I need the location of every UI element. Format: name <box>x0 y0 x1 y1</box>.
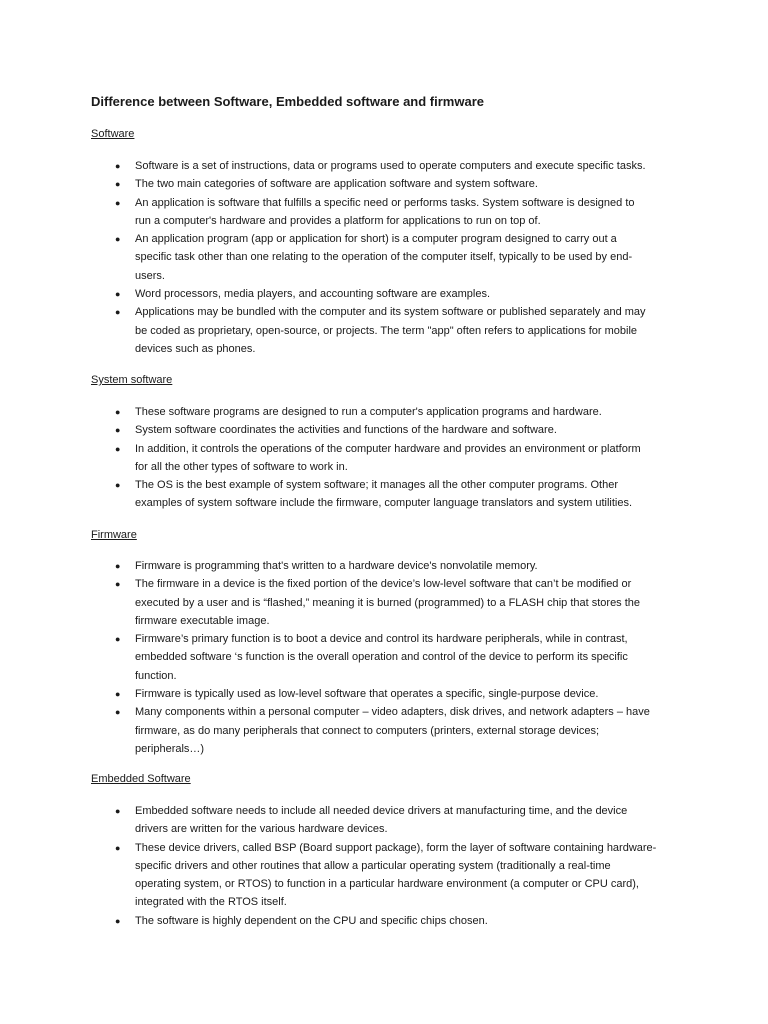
list-item-text-line: Embedded software needs to include all needed device drivers at manufacturing time, and the device <box>135 805 628 817</box>
list-item <box>0 802 656 839</box>
list-item <box>0 476 641 513</box>
list-item <box>0 685 650 703</box>
bullet-icon: ● <box>115 307 121 318</box>
bullet-list-firmware <box>0 557 650 758</box>
list-item-text-line: drivers are written for the various hardware devices. <box>135 823 388 836</box>
list-item-text-line: In addition, it controls the operations of the computer hardware and provides an environment or platform <box>135 442 641 455</box>
list-item <box>0 557 650 575</box>
list-item <box>0 703 650 758</box>
list-item-text-line: integrated with the RTOS itself. <box>135 896 287 909</box>
bullet-icon: ● <box>115 634 121 645</box>
list-item <box>0 403 641 421</box>
list-item <box>0 421 641 439</box>
list-item-text-line: Word processors, media players, and accounting software are examples. <box>135 288 491 301</box>
list-item-text-line: specific drivers and other routines that allow a particular operating system (traditionally a real-time <box>135 859 611 872</box>
list-item <box>0 303 646 358</box>
list-item <box>0 630 650 685</box>
bullet-icon: ● <box>115 425 121 436</box>
list-item-text-line: examples of system software include the firmware, computer language translators and system utilities. <box>135 497 633 510</box>
list-item-text-line: function. <box>135 669 177 682</box>
bullet-icon: ● <box>115 443 121 454</box>
list-item-text-line: System software coordinates the activities and functions of the hardware and software. <box>135 424 557 437</box>
bullet-icon: ● <box>115 915 121 926</box>
bullet-list-embedded-software <box>0 802 656 930</box>
list-item-text-line: devices such as phones. <box>135 342 256 355</box>
bullet-icon: ● <box>115 480 121 491</box>
bullet-icon: ● <box>115 806 121 816</box>
list-item-text-line: Software is a set of instructions, data or programs used to operate computers and execute specific tasks. <box>135 160 646 172</box>
list-item <box>0 912 656 930</box>
list-item-text-line: operating system, or RTOS) to function in a particular hardware environment (a computer or CPU card), <box>135 878 639 891</box>
bullet-icon: ● <box>115 579 121 590</box>
list-item-text-line: Firmware is typically used as low-level software that operates a specific, single-purpose device. <box>135 688 599 701</box>
list-item-text-line: An application is software that fulfills a specific need or performs tasks. System software is designed to <box>135 196 635 209</box>
list-item-text-line: Applications may be bundled with the computer and its system software or published separately and may <box>135 306 646 319</box>
list-item-text-line: embedded software ‘s function is the overall operation and control of the device to perform its specific <box>135 651 628 664</box>
section-heading-software: Software <box>91 128 135 140</box>
section-heading-system-software: System software <box>91 374 173 386</box>
list-item <box>0 230 646 285</box>
list-item-text-line: The OS is the best example of system software; it manages all the other computer programs. Other <box>135 479 618 492</box>
list-item-text-line: These software programs are designed to run a computer's application programs and hardware. <box>135 406 602 418</box>
list-item-text-line: The software is highly dependent on the CPU and specific chips chosen. <box>135 914 488 927</box>
list-item <box>0 285 646 303</box>
list-item <box>0 175 646 193</box>
bullet-icon: ● <box>115 179 121 190</box>
list-item <box>0 839 656 912</box>
list-item-text-line: for all the other types of software to work in. <box>135 460 348 473</box>
bullet-icon: ● <box>115 842 121 853</box>
list-item-text-line: users. <box>135 269 165 282</box>
bullet-icon: ● <box>115 161 121 171</box>
list-item-text-line: An application program (app or application for short) is a computer program designed to carry out a <box>135 233 617 246</box>
list-item-text-line: These device drivers, called BSP (Board support package), form the layer of software containing hardware- <box>135 841 657 854</box>
list-item <box>0 194 646 231</box>
list-item-text-line: Many components within a personal computer – video adapters, disk drives, and network adapters – have <box>135 706 650 719</box>
bullet-list-software <box>0 157 646 358</box>
section-heading-embedded-software: Embedded Software <box>91 773 191 785</box>
list-item-text-line: Firmware’s primary function is to boot a device and control its hardware peripherals, while in contrast, <box>135 633 628 646</box>
bullet-icon: ● <box>115 234 121 245</box>
list-item-text-line: firmware executable image. <box>135 614 270 627</box>
section-heading-firmware: Firmware <box>91 529 137 541</box>
list-item <box>0 157 646 175</box>
document-title: Difference between Software, Embedded software and firmware <box>91 94 484 109</box>
list-item-text-line: firmware, as do many peripherals that connect to computers (printers, external storage devices; <box>135 724 600 737</box>
list-item-text-line: Firmware is programming that's written to a hardware device's nonvolatile memory. <box>135 560 538 572</box>
bullet-icon: ● <box>115 289 121 300</box>
list-item-text-line: peripherals…) <box>135 742 205 755</box>
list-item-text-line: The firmware in a device is the fixed portion of the device’s low-level software that can’t be modified or <box>135 578 632 591</box>
bullet-icon: ● <box>115 689 121 700</box>
list-item-text-line: specific task other than one relating to the operation of the computer itself, typically to be used by end- <box>135 251 633 264</box>
bullet-icon: ● <box>115 407 121 417</box>
bullet-list-system-software <box>0 403 641 513</box>
list-item-text-line: The two main categories of software are application software and system software. <box>135 178 538 191</box>
bullet-icon: ● <box>115 561 121 571</box>
list-item-text-line: executed by a user and is “flashed,” meaning it is burned (programmed) to a FLASH chip that stores the <box>135 596 641 609</box>
bullet-icon: ● <box>115 707 121 718</box>
list-item <box>0 440 641 477</box>
bullet-icon: ● <box>115 197 121 208</box>
list-item <box>0 575 650 630</box>
list-item-text-line: be coded as proprietary, open-source, or projects. The term "app" often refers to applications for mobile <box>135 324 638 337</box>
list-item-text-line: run a computer's hardware and provides a platform for applications to run on top of. <box>135 214 541 227</box>
